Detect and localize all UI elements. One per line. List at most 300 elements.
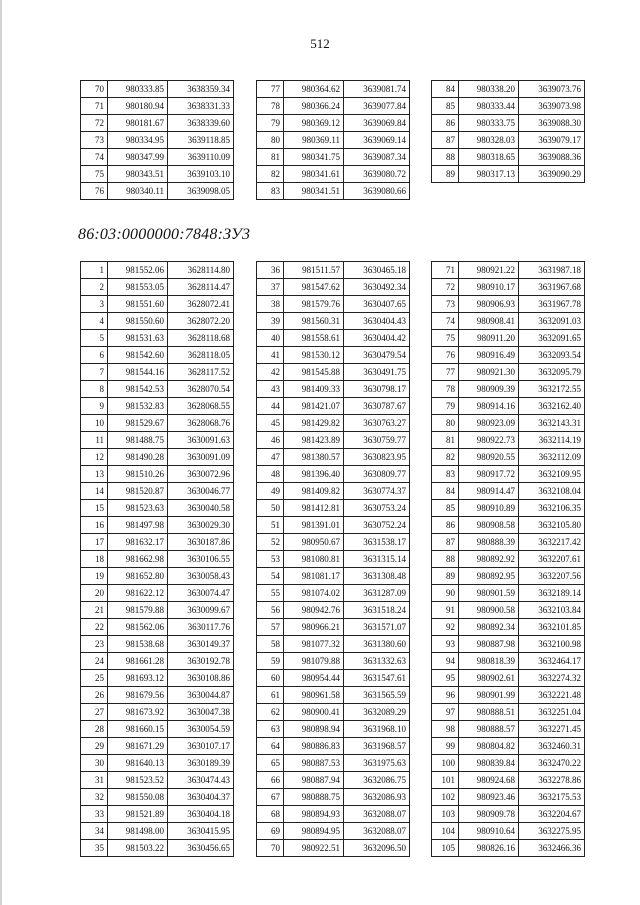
point-number-cell: 102: [432, 789, 459, 806]
y-coordinate-cell: 3630798.17: [344, 381, 410, 398]
table-row: [257, 840, 410, 857]
point-number-cell: 93: [432, 636, 459, 653]
table-row: [81, 551, 234, 568]
table-row: [432, 313, 585, 330]
x-coordinate-cell: 981544.16: [108, 364, 168, 381]
table-row: [257, 449, 410, 466]
table-row: [432, 840, 585, 857]
table-row: [432, 721, 585, 738]
table-row: [257, 755, 410, 772]
y-coordinate-cell: 3632103.84: [519, 602, 585, 619]
table-row: [81, 840, 234, 857]
x-coordinate-cell: 980914.47: [459, 483, 519, 500]
y-coordinate-cell: 3632175.53: [519, 789, 585, 806]
table-row: [257, 364, 410, 381]
y-coordinate-cell: 3632091.03: [519, 313, 585, 330]
x-coordinate-cell: 980909.39: [459, 381, 519, 398]
y-coordinate-cell: 3630456.65: [168, 840, 234, 857]
point-number-cell: 51: [257, 517, 284, 534]
table-row: [81, 398, 234, 415]
table-row: [257, 279, 410, 296]
point-number-cell: 83: [257, 183, 284, 200]
table-row: [257, 81, 410, 98]
table-row: [257, 721, 410, 738]
x-coordinate-cell: 981538.68: [108, 636, 168, 653]
point-number-cell: 45: [257, 415, 284, 432]
y-coordinate-cell: 3632271.45: [519, 721, 585, 738]
y-coordinate-cell: 3630107.17: [168, 738, 234, 755]
point-number-cell: 57: [257, 619, 284, 636]
point-number-cell: 72: [432, 279, 459, 296]
table-row: [257, 653, 410, 670]
table-row: [81, 279, 234, 296]
point-number-cell: 104: [432, 823, 459, 840]
table-row: [257, 738, 410, 755]
table-row: [257, 466, 410, 483]
y-coordinate-cell: 3628114.47: [168, 279, 234, 296]
x-coordinate-cell: 981391.01: [284, 517, 344, 534]
table-row: [432, 619, 585, 636]
y-coordinate-cell: 3628072.41: [168, 296, 234, 313]
y-coordinate-cell: 3630404.43: [344, 313, 410, 330]
x-coordinate-cell: 980338.20: [459, 81, 519, 98]
y-coordinate-cell: 3632466.36: [519, 840, 585, 857]
table-row: [257, 500, 410, 517]
y-coordinate-cell: 3630823.95: [344, 449, 410, 466]
x-coordinate-cell: 981412.81: [284, 500, 344, 517]
y-coordinate-cell: 3630809.77: [344, 466, 410, 483]
point-number-cell: 35: [81, 840, 108, 857]
table-row: [432, 381, 585, 398]
x-coordinate-cell: 980908.58: [459, 517, 519, 534]
y-coordinate-cell: 3631565.59: [344, 687, 410, 704]
point-number-cell: 85: [432, 500, 459, 517]
y-coordinate-cell: 3639081.74: [344, 81, 410, 98]
point-number-cell: 21: [81, 602, 108, 619]
point-number-cell: 5: [81, 330, 108, 347]
x-coordinate-cell: 980369.12: [284, 115, 344, 132]
point-number-cell: 81: [257, 149, 284, 166]
point-number-cell: 28: [81, 721, 108, 738]
table-row: [432, 517, 585, 534]
x-coordinate-cell: 980910.89: [459, 500, 519, 517]
x-coordinate-cell: 980916.49: [459, 347, 519, 364]
point-number-cell: 55: [257, 585, 284, 602]
point-number-cell: 91: [432, 602, 459, 619]
point-number-cell: 41: [257, 347, 284, 364]
point-number-cell: 78: [432, 381, 459, 398]
x-coordinate-cell: 980900.41: [284, 704, 344, 721]
point-number-cell: 33: [81, 806, 108, 823]
point-number-cell: 79: [257, 115, 284, 132]
point-number-cell: 100: [432, 755, 459, 772]
point-number-cell: 6: [81, 347, 108, 364]
point-number-cell: 73: [432, 296, 459, 313]
x-coordinate-cell: 981490.28: [108, 449, 168, 466]
table-row: [257, 347, 410, 364]
table-row: [257, 806, 410, 823]
point-number-cell: 68: [257, 806, 284, 823]
y-coordinate-cell: 3632105.80: [519, 517, 585, 534]
table-row: [257, 483, 410, 500]
table-row: [257, 313, 410, 330]
y-coordinate-cell: 3630091.09: [168, 449, 234, 466]
point-number-cell: 4: [81, 313, 108, 330]
table-row: [257, 381, 410, 398]
point-number-cell: 2: [81, 279, 108, 296]
y-coordinate-cell: 3639080.72: [344, 166, 410, 183]
x-coordinate-cell: 981079.88: [284, 653, 344, 670]
x-coordinate-cell: 980328.03: [459, 132, 519, 149]
point-number-cell: 89: [432, 166, 459, 183]
y-coordinate-cell: 3628117.52: [168, 364, 234, 381]
y-coordinate-cell: 3632089.29: [344, 704, 410, 721]
point-number-cell: 69: [257, 823, 284, 840]
x-coordinate-cell: 981510.26: [108, 466, 168, 483]
point-number-cell: 82: [432, 449, 459, 466]
point-number-cell: 19: [81, 568, 108, 585]
y-coordinate-cell: 3631968.57: [344, 738, 410, 755]
x-coordinate-cell: 980910.64: [459, 823, 519, 840]
table-row: [81, 636, 234, 653]
point-number-cell: 18: [81, 551, 108, 568]
x-coordinate-cell: 980341.61: [284, 166, 344, 183]
table-row: [81, 166, 234, 183]
y-coordinate-cell: 3631547.61: [344, 670, 410, 687]
table-row: [81, 183, 234, 200]
x-coordinate-cell: 980818.39: [459, 653, 519, 670]
x-coordinate-cell: 981579.76: [284, 296, 344, 313]
table-row: [432, 132, 585, 149]
point-number-cell: 98: [432, 721, 459, 738]
table-row: [81, 330, 234, 347]
y-coordinate-cell: 3630774.37: [344, 483, 410, 500]
table-row: [432, 704, 585, 721]
point-number-cell: 22: [81, 619, 108, 636]
table-row: [81, 704, 234, 721]
table-row: [257, 619, 410, 636]
y-coordinate-cell: 3630404.18: [168, 806, 234, 823]
table-row: [81, 313, 234, 330]
table-row: [257, 551, 410, 568]
y-coordinate-cell: 3632470.22: [519, 755, 585, 772]
point-number-cell: 74: [81, 149, 108, 166]
x-coordinate-cell: 981542.60: [108, 347, 168, 364]
x-coordinate-cell: 981579.88: [108, 602, 168, 619]
point-number-cell: 75: [81, 166, 108, 183]
x-coordinate-cell: 981488.75: [108, 432, 168, 449]
x-coordinate-cell: 980923.09: [459, 415, 519, 432]
table-row: [432, 398, 585, 415]
x-coordinate-cell: 981421.07: [284, 398, 344, 415]
point-number-cell: 76: [432, 347, 459, 364]
table-row: [257, 398, 410, 415]
table-row: [257, 636, 410, 653]
point-number-cell: 81: [432, 432, 459, 449]
point-number-cell: 9: [81, 398, 108, 415]
x-coordinate-cell: 980894.93: [284, 806, 344, 823]
point-number-cell: 27: [81, 704, 108, 721]
page-number: 512: [310, 36, 330, 51]
point-number-cell: 16: [81, 517, 108, 534]
x-coordinate-cell: 980892.95: [459, 568, 519, 585]
point-number-cell: 25: [81, 670, 108, 687]
table-row: [81, 823, 234, 840]
table-row: [257, 415, 410, 432]
point-number-cell: 84: [432, 81, 459, 98]
point-number-cell: 52: [257, 534, 284, 551]
x-coordinate-cell: 980887.98: [459, 636, 519, 653]
point-number-cell: 40: [257, 330, 284, 347]
x-coordinate-cell: 980910.17: [459, 279, 519, 296]
x-coordinate-cell: 981532.83: [108, 398, 168, 415]
y-coordinate-cell: 3630106.55: [168, 551, 234, 568]
y-coordinate-cell: 3630189.39: [168, 755, 234, 772]
x-coordinate-cell: 981529.67: [108, 415, 168, 432]
y-coordinate-cell: 3632114.19: [519, 432, 585, 449]
x-coordinate-cell: 981562.06: [108, 619, 168, 636]
point-number-cell: 80: [257, 132, 284, 149]
empty-cell: [432, 183, 459, 200]
point-number-cell: 58: [257, 636, 284, 653]
table-row: [257, 687, 410, 704]
point-number-cell: 84: [432, 483, 459, 500]
point-number-cell: 85: [432, 98, 459, 115]
table-row: [81, 755, 234, 772]
y-coordinate-cell: 3639069.84: [344, 115, 410, 132]
y-coordinate-cell: 3630099.67: [168, 602, 234, 619]
y-coordinate-cell: 3630415.95: [168, 823, 234, 840]
x-coordinate-cell: 981671.29: [108, 738, 168, 755]
table-row: [432, 483, 585, 500]
x-coordinate-cell: 980364.62: [284, 81, 344, 98]
x-coordinate-cell: 980950.67: [284, 534, 344, 551]
point-number-cell: 83: [432, 466, 459, 483]
x-coordinate-cell: 980966.21: [284, 619, 344, 636]
x-coordinate-cell: 981423.89: [284, 432, 344, 449]
y-coordinate-cell: 3631975.63: [344, 755, 410, 772]
y-coordinate-cell: 3630117.76: [168, 619, 234, 636]
y-coordinate-cell: 3630108.86: [168, 670, 234, 687]
point-number-cell: 72: [81, 115, 108, 132]
x-coordinate-cell: 980888.75: [284, 789, 344, 806]
point-number-cell: 56: [257, 602, 284, 619]
empty-cell: [459, 183, 519, 200]
x-coordinate-cell: 980921.30: [459, 364, 519, 381]
table-row: [432, 823, 585, 840]
table-row: [257, 789, 410, 806]
point-number-cell: 29: [81, 738, 108, 755]
x-coordinate-cell: 980924.68: [459, 772, 519, 789]
point-number-cell: 13: [81, 466, 108, 483]
table-row: [432, 568, 585, 585]
x-coordinate-cell: 981550.60: [108, 313, 168, 330]
point-number-cell: 43: [257, 381, 284, 398]
coordinates-table-bottom-2: [256, 261, 410, 857]
table-row: [432, 772, 585, 789]
y-coordinate-cell: 3630187.86: [168, 534, 234, 551]
y-coordinate-cell: 3628068.55: [168, 398, 234, 415]
x-coordinate-cell: 981560.31: [284, 313, 344, 330]
y-coordinate-cell: 3630072.96: [168, 466, 234, 483]
x-coordinate-cell: 980914.16: [459, 398, 519, 415]
point-number-cell: 97: [432, 704, 459, 721]
table-row: [432, 653, 585, 670]
coordinates-table-top-1: [80, 80, 234, 200]
point-number-cell: 95: [432, 670, 459, 687]
table-row: [81, 738, 234, 755]
y-coordinate-cell: 3630479.54: [344, 347, 410, 364]
y-coordinate-cell: 3639088.30: [519, 115, 585, 132]
point-number-cell: 3: [81, 296, 108, 313]
point-number-cell: 79: [432, 398, 459, 415]
x-coordinate-cell: 981523.63: [108, 500, 168, 517]
point-number-cell: 78: [257, 98, 284, 115]
x-coordinate-cell: 981661.28: [108, 653, 168, 670]
y-coordinate-cell: 3639077.84: [344, 98, 410, 115]
y-coordinate-cell: 3632207.56: [519, 568, 585, 585]
point-number-cell: 44: [257, 398, 284, 415]
y-coordinate-cell: 3630787.67: [344, 398, 410, 415]
point-number-cell: 70: [257, 840, 284, 857]
coordinates-table-top-3: [431, 80, 585, 200]
x-coordinate-cell: 980369.11: [284, 132, 344, 149]
table-row: [81, 432, 234, 449]
y-coordinate-cell: 3632189.14: [519, 585, 585, 602]
y-coordinate-cell: 3630044.87: [168, 687, 234, 704]
point-number-cell: 7: [81, 364, 108, 381]
table-row: [432, 534, 585, 551]
x-coordinate-cell: 980898.94: [284, 721, 344, 738]
table-row: [257, 432, 410, 449]
page-left-edge-shadow: [0, 0, 2, 905]
point-number-cell: 15: [81, 500, 108, 517]
point-number-cell: 10: [81, 415, 108, 432]
y-coordinate-cell: 3631571.07: [344, 619, 410, 636]
y-coordinate-cell: 3632274.32: [519, 670, 585, 687]
table-row: [432, 500, 585, 517]
y-coordinate-cell: 3638331.33: [168, 98, 234, 115]
y-coordinate-cell: 3632088.07: [344, 806, 410, 823]
table-row: [81, 500, 234, 517]
coordinates-table-top-2: [256, 80, 410, 200]
point-number-cell: 30: [81, 755, 108, 772]
table-row: [432, 279, 585, 296]
point-number-cell: 62: [257, 704, 284, 721]
table-row: [432, 602, 585, 619]
table-row: [432, 149, 585, 166]
point-number-cell: 59: [257, 653, 284, 670]
x-coordinate-cell: 980334.95: [108, 132, 168, 149]
coordinates-table-bottom-1: [80, 261, 234, 857]
x-coordinate-cell: 980340.11: [108, 183, 168, 200]
table-row: [81, 81, 234, 98]
y-coordinate-cell: 3631315.14: [344, 551, 410, 568]
point-number-cell: 87: [432, 132, 459, 149]
point-number-cell: 105: [432, 840, 459, 857]
point-number-cell: 94: [432, 653, 459, 670]
point-number-cell: 24: [81, 653, 108, 670]
y-coordinate-cell: 3632093.54: [519, 347, 585, 364]
table-row: [81, 98, 234, 115]
y-coordinate-cell: 3630759.77: [344, 432, 410, 449]
y-coordinate-cell: 3632088.07: [344, 823, 410, 840]
y-coordinate-cell: 3632109.95: [519, 466, 585, 483]
y-coordinate-cell: 3628118.05: [168, 347, 234, 364]
y-coordinate-cell: 3639087.34: [344, 149, 410, 166]
table-row: [432, 347, 585, 364]
table-row: [257, 98, 410, 115]
x-coordinate-cell: 980317.13: [459, 166, 519, 183]
x-coordinate-cell: 980343.51: [108, 166, 168, 183]
y-coordinate-cell: 3632101.85: [519, 619, 585, 636]
y-coordinate-cell: 3630192.78: [168, 653, 234, 670]
table-row: [81, 517, 234, 534]
y-coordinate-cell: 3631380.60: [344, 636, 410, 653]
x-coordinate-cell: 980341.51: [284, 183, 344, 200]
table-row: [432, 262, 585, 279]
y-coordinate-cell: 3632096.50: [344, 840, 410, 857]
y-coordinate-cell: 3628114.80: [168, 262, 234, 279]
table-row: [81, 670, 234, 687]
point-number-cell: 60: [257, 670, 284, 687]
table-row: [81, 262, 234, 279]
x-coordinate-cell: 981552.06: [108, 262, 168, 279]
point-number-cell: 50: [257, 500, 284, 517]
y-coordinate-cell: 3639073.98: [519, 98, 585, 115]
table-row: [432, 738, 585, 755]
empty-table-row: [432, 183, 585, 200]
x-coordinate-cell: 981679.56: [108, 687, 168, 704]
y-coordinate-cell: 3639079.17: [519, 132, 585, 149]
y-coordinate-cell: 3631987.18: [519, 262, 585, 279]
x-coordinate-cell: 980921.22: [459, 262, 519, 279]
x-coordinate-cell: 980839.84: [459, 755, 519, 772]
y-coordinate-cell: 3639069.14: [344, 132, 410, 149]
y-coordinate-cell: 3630465.18: [344, 262, 410, 279]
x-coordinate-cell: 980954.44: [284, 670, 344, 687]
y-coordinate-cell: 3630404.42: [344, 330, 410, 347]
table-row: [257, 115, 410, 132]
x-coordinate-cell: 980961.58: [284, 687, 344, 704]
table-row: [257, 166, 410, 183]
y-coordinate-cell: 3631968.10: [344, 721, 410, 738]
point-number-cell: 77: [432, 364, 459, 381]
point-number-cell: 37: [257, 279, 284, 296]
y-coordinate-cell: 3638339.60: [168, 115, 234, 132]
table-row: [257, 823, 410, 840]
point-number-cell: 96: [432, 687, 459, 704]
x-coordinate-cell: 980911.20: [459, 330, 519, 347]
table-row: [257, 602, 410, 619]
point-number-cell: 88: [432, 551, 459, 568]
table-row: [81, 149, 234, 166]
y-coordinate-cell: 3632275.95: [519, 823, 585, 840]
x-coordinate-cell: 980333.75: [459, 115, 519, 132]
point-number-cell: 8: [81, 381, 108, 398]
table-row: [257, 670, 410, 687]
y-coordinate-cell: 3631518.24: [344, 602, 410, 619]
y-coordinate-cell: 3639098.05: [168, 183, 234, 200]
point-number-cell: 65: [257, 755, 284, 772]
x-coordinate-cell: 981547.62: [284, 279, 344, 296]
point-number-cell: 87: [432, 534, 459, 551]
x-coordinate-cell: 981074.02: [284, 585, 344, 602]
x-coordinate-cell: 980887.94: [284, 772, 344, 789]
x-coordinate-cell: 980892.92: [459, 551, 519, 568]
table-row: [257, 517, 410, 534]
table-row: [432, 330, 585, 347]
